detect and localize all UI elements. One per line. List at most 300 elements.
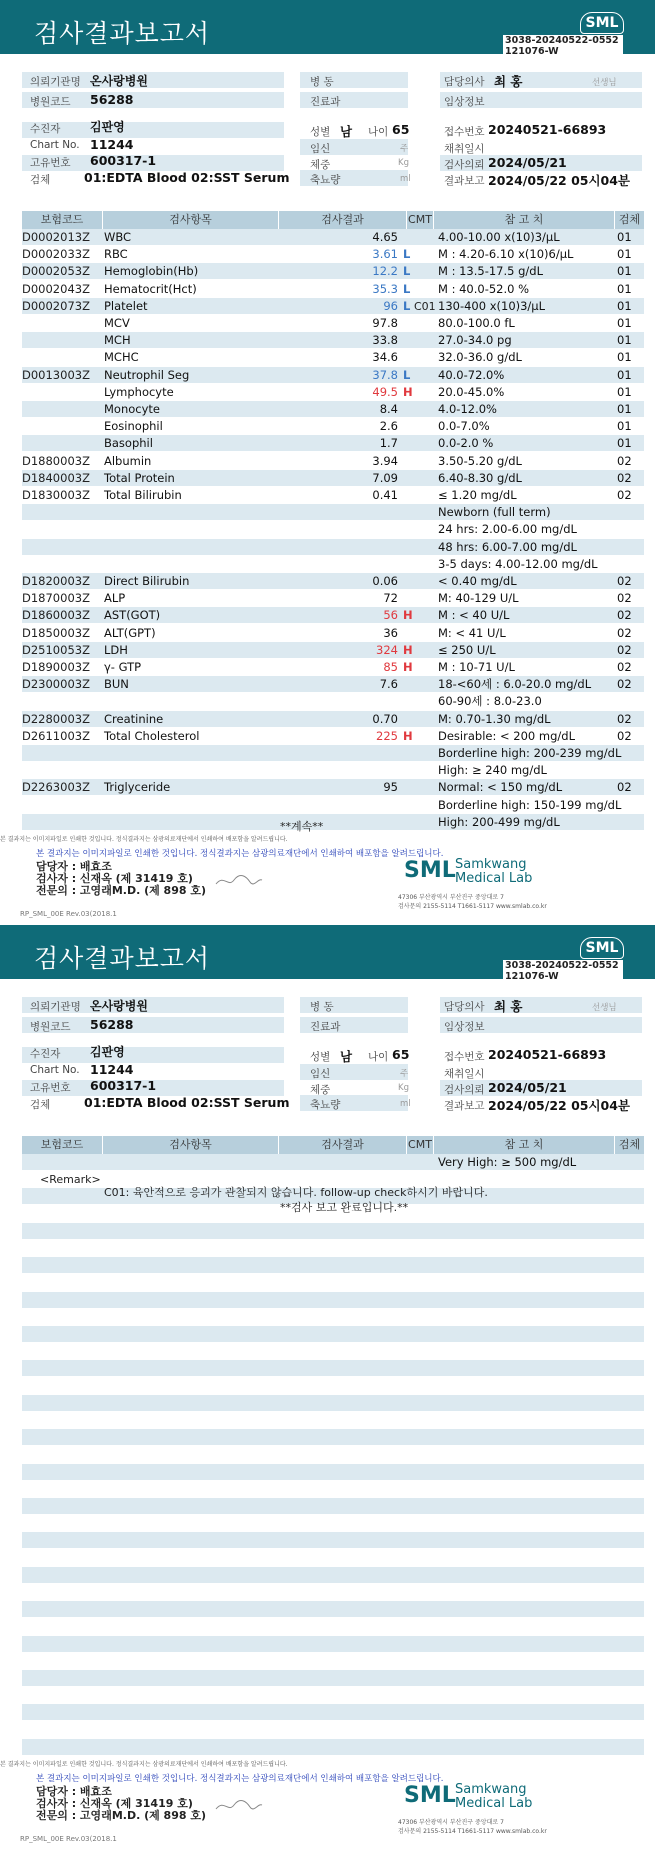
result-name: Total Bilirubin (104, 488, 182, 502)
result-value: 56 (383, 608, 398, 623)
th-result: 검사결과 (279, 211, 406, 229)
result-flag: H (403, 660, 413, 674)
result-sample: 01 (617, 264, 632, 279)
result-sample: 01 (617, 384, 632, 399)
result-reference: M: < 41 U/L (438, 625, 506, 640)
row-stripe (22, 1395, 644, 1411)
report-value: 2024/05/22 05시04분 (488, 1098, 631, 1113)
age-label: 나이 (368, 1051, 389, 1063)
result-reference: ≤ 1.20 mg/dL (438, 488, 517, 502)
result-sample: 02 (617, 470, 632, 485)
collect-label: 채취일시 (444, 1068, 485, 1080)
footer-logo: SML (404, 1783, 456, 1808)
result-flag (403, 349, 413, 366)
row-stripe (22, 1498, 644, 1514)
patient-label: 수진자 (30, 1048, 61, 1060)
result-value: 97.8 (372, 316, 398, 330)
result-code: D1880003Z (22, 453, 90, 468)
result-reference: 3-5 days: 4.00-12.00 mg/dL (438, 556, 598, 571)
result-value: 2.6 (379, 419, 398, 434)
report-value: 2024/05/22 05시04분 (488, 173, 631, 188)
result-reference: M : 40.0-52.0 % (438, 281, 530, 296)
result-reference: Newborn (full term) (438, 505, 551, 520)
result-sample: 01 (617, 247, 632, 262)
result-flag: H (403, 608, 413, 623)
result-flag: H (403, 384, 413, 399)
uid-label: 고유번호 (30, 1082, 71, 1094)
lab-contact: 검사문의 2155-5114 T1661-5117 www.smlab.co.kr (398, 1828, 547, 1835)
result-sample: 02 (617, 677, 632, 692)
result-reference: 6.40-8.30 g/dL (438, 470, 522, 485)
result-flag: L (403, 281, 411, 296)
result-sample: 02 (617, 780, 632, 795)
result-value (280, 521, 398, 538)
preg-label: 임신 (310, 1068, 331, 1080)
row-stripe (22, 1360, 644, 1376)
row-stripe (22, 1636, 644, 1652)
th-code: 보험코드 (22, 1136, 102, 1154)
th-ref: 참 고 치 (434, 211, 614, 229)
weight-unit: Kg (398, 158, 409, 168)
result-comment: C01 (414, 299, 436, 313)
report-label: 결과보고 (444, 1100, 485, 1112)
age-label: 나이 (368, 126, 389, 138)
row-stripe (22, 1532, 644, 1548)
row-stripe (22, 1601, 644, 1617)
row-stripe (22, 1257, 644, 1273)
result-value: 85 (383, 660, 398, 674)
result-sample: 01 (617, 419, 632, 434)
lab-address: 47306 부산광역시 부산진구 중앙대로 7 (398, 894, 504, 901)
req-label: 검사의뢰 (444, 1084, 485, 1096)
result-reference: M : 4.20-6.10 x(10)6/μL (438, 247, 574, 262)
result-name: WBC (104, 230, 132, 244)
result-sample: 01 (617, 298, 632, 313)
result-sample: 02 (617, 574, 632, 588)
result-flag (403, 797, 413, 814)
result-sample: 02 (617, 625, 632, 640)
continued-marker: **계속** (280, 820, 324, 833)
report-page-2 (0, 925, 655, 1850)
result-flag: H (403, 728, 413, 743)
manager-line: 담당자 : 배효조 (36, 1785, 112, 1798)
org-value: 온사랑병원 (90, 999, 148, 1013)
result-reference: 0.0-7.0% (438, 419, 490, 434)
result-name: ALP (104, 591, 126, 606)
result-name: Platelet (104, 298, 148, 313)
result-name: MCH (104, 333, 131, 348)
footer-note: 본 결과지는 이미지파일로 인쇄한 것입니다. 정식결과지는 삼광의료재단에서 인쇄하여 배포함을 알려드립니다. (36, 849, 444, 859)
th-item: 검사항목 (103, 211, 278, 229)
lab-name-2: Medical Lab (455, 871, 533, 886)
result-reference: 48 hrs: 6.00-7.00 mg/dL (438, 539, 577, 554)
result-value: 0.06 (372, 574, 398, 588)
form-code: RP_SML_00E Rev.03(2018.1 (20, 1835, 117, 1843)
result-flag (403, 745, 413, 762)
result-value: 1.7 (379, 436, 398, 451)
uid-value: 600317-1 (90, 1078, 157, 1093)
result-reference: 3.50-5.20 g/dL (438, 453, 522, 468)
fine-print: 본 결과지는 이미지파일로 인쇄한 것입니다. 정식결과지는 삼광의료재단에서 인쇄하여 배포함을 알려드립니다. (0, 1761, 288, 1768)
th-cmt: CMT (407, 1136, 433, 1154)
patient-value: 김판영 (90, 1045, 125, 1059)
result-value: 8.4 (379, 402, 398, 416)
report-header-2 (0, 925, 655, 982)
result-name: Triglyceride (104, 780, 171, 795)
result-reference: 4.00-10.00 x(10)3/μL (438, 230, 560, 244)
row-stripe (22, 1326, 644, 1342)
result-value: 96 (383, 298, 398, 313)
result-sample: 01 (617, 333, 632, 348)
result-name: ALT(GPT) (104, 625, 156, 640)
result-value (280, 797, 398, 814)
result-code: D1850003Z (22, 625, 90, 640)
sml-logo-2: SML (580, 937, 624, 959)
weight-label: 체중 (310, 1084, 331, 1096)
manager-line: 담당자 : 배효조 (36, 860, 112, 873)
result-reference: 40.0-72.0% (438, 367, 505, 382)
remark-label: <Remark> (40, 1173, 101, 1186)
urine-unit: ml (400, 174, 411, 184)
weight-label: 체중 (310, 159, 331, 171)
result-name: Creatinine (104, 711, 164, 726)
result-name: BUN (104, 677, 129, 692)
result-reference: Borderline high: 200-239 mg/dL (438, 746, 622, 760)
result-value (280, 556, 398, 573)
chart-label: Chart No. (30, 1064, 80, 1076)
result-sample: 01 (617, 316, 632, 330)
result-value: 72 (383, 591, 398, 606)
result-reference: M : 10-71 U/L (438, 660, 515, 674)
lab-contact: 검사문의 2155-5114 T1661-5117 www.smlab.co.kr (398, 903, 547, 910)
remark-text: C01: 육안적으로 응괴가 관찰되지 않습니다. follow-up check하시기 바랍니다. (104, 1186, 488, 1199)
uid-value: 600317-1 (90, 153, 157, 168)
weight-unit: Kg (398, 1083, 409, 1093)
result-flag (403, 762, 413, 779)
report-label: 결과보고 (444, 175, 485, 187)
result-flag: L (403, 247, 411, 262)
req-label: 검사의뢰 (444, 159, 485, 171)
result-reference: Normal: < 150 mg/dL (438, 780, 563, 795)
doctor-value: 최 홍 (494, 74, 523, 89)
result-code: D1870003Z (22, 591, 90, 606)
preg-label: 임신 (310, 143, 331, 155)
result-flag (403, 401, 413, 418)
row-stripe (22, 1670, 644, 1686)
doctor-suffix: 선생님 (592, 1003, 617, 1013)
row-stripe (22, 1223, 644, 1239)
result-name: Eosinophil (104, 419, 163, 434)
result-code: D0013003Z (22, 367, 90, 382)
row-stripe (22, 1739, 644, 1755)
result-name: MCV (104, 316, 130, 330)
urine-unit: ml (400, 1099, 411, 1109)
doctor-suffix: 선생님 (592, 78, 617, 88)
result-flag (403, 332, 413, 349)
result-value (280, 693, 398, 710)
lab-name-1: Samkwang (455, 1782, 527, 1797)
result-reference: 18-<60세 : 6.0-20.0 mg/dL (438, 677, 592, 692)
result-reference: M: 0.70-1.30 mg/dL (438, 711, 551, 726)
result-value: 95 (383, 780, 398, 795)
ref-continued: Very High: ≥ 500 mg/dL (438, 1155, 577, 1169)
result-flag (403, 711, 413, 728)
result-flag (403, 625, 413, 642)
result-sample: 02 (617, 728, 632, 743)
th-sample: 검체 (615, 1136, 644, 1154)
th-item: 검사항목 (103, 1136, 278, 1154)
urine-label: 축뇨량 (310, 1099, 341, 1111)
report-id-2: 3038-20240522-0552 121076-W (503, 960, 623, 982)
result-flag (403, 453, 413, 470)
result-value: 37.8 (372, 367, 398, 382)
result-code: D2280003Z (22, 711, 90, 726)
result-flag (403, 504, 413, 521)
result-flag (403, 693, 413, 710)
result-value: 7.09 (372, 470, 398, 485)
report-title-2: 검사결과보고서 (34, 944, 211, 973)
result-name: Hematocrit(Hct) (104, 281, 197, 296)
result-code: D0002053Z (22, 264, 90, 279)
report-id: 3038-20240522-0552 121076-W (503, 35, 623, 57)
th-result: 검사결과 (279, 1136, 406, 1154)
tester-line: 검사자 : 신재옥 (제 31419 호) (36, 872, 193, 885)
org-value: 온사랑병원 (90, 74, 148, 88)
lab-name-1: Samkwang (455, 857, 527, 872)
result-reference: 80.0-100.0 fL (438, 316, 515, 330)
row-stripe (22, 1429, 644, 1445)
result-name: Direct Bilirubin (104, 574, 190, 588)
result-flag (403, 435, 413, 452)
patient-label: 수진자 (30, 123, 61, 135)
result-value: 324 (376, 642, 398, 657)
req-value: 2024/05/21 (488, 1080, 567, 1095)
result-flag (403, 676, 413, 693)
result-code: D0002013Z (22, 230, 90, 244)
result-sample: 02 (617, 642, 632, 657)
form-code: RP_SML_00E Rev.03(2018.1 (20, 910, 117, 918)
fine-print: 본 결과지는 이미지파일로 인쇄한 것입니다. 정식결과지는 삼광의료재단에서 인쇄하여 배포함을 알려드립니다. (0, 836, 288, 843)
doctor-label: 담당의사 (444, 1001, 485, 1013)
hosp-code-label: 병원코드 (30, 1021, 71, 1033)
result-flag (403, 521, 413, 538)
result-reference: 0.0-2.0 % (438, 436, 494, 451)
org-label: 의뢰기관명 (30, 76, 81, 88)
report-header (0, 0, 655, 57)
result-code: D2300003Z (22, 677, 90, 692)
footer-logo: SML (404, 858, 456, 883)
doctor-label: 담당의사 (444, 76, 485, 88)
result-flag (403, 539, 413, 556)
specimen-value: 01:EDTA Blood 02:SST Serum (84, 170, 290, 185)
result-value: 12.2 (372, 264, 398, 279)
result-reference: High: 200-499 mg/dL (438, 814, 560, 829)
report-title: 검사결과보고서 (34, 19, 211, 48)
result-flag: L (403, 264, 411, 279)
result-value: 49.5 (372, 384, 398, 399)
result-name: RBC (104, 247, 128, 262)
result-code: D0002043Z (22, 281, 90, 296)
tester-line: 검사자 : 신재옥 (제 31419 호) (36, 1797, 193, 1810)
hosp-code-value: 56288 (90, 1017, 134, 1032)
sex-label: 성별 (310, 126, 331, 138)
clinical-label: 임상정보 (444, 1021, 485, 1033)
ward-label: 병 동 (310, 1001, 334, 1013)
result-code: D1820003Z (22, 574, 90, 588)
specialist-line: 전문의 : 고영래M.D. (제 898 호) (36, 1809, 207, 1822)
result-reference: Borderline high: 150-199 mg/dL (438, 797, 622, 812)
preg-unit: 주 (400, 1069, 409, 1079)
result-value: 0.70 (372, 711, 398, 726)
sex-label: 성별 (310, 1051, 331, 1063)
sml-logo: SML (580, 12, 624, 34)
result-reference: 27.0-34.0 pg (438, 333, 512, 348)
result-name: Monocyte (104, 402, 160, 416)
result-reference: High: ≥ 240 mg/dL (438, 763, 547, 778)
result-sample: 02 (617, 608, 632, 623)
result-flag (403, 814, 413, 831)
req-value: 2024/05/21 (488, 155, 567, 170)
result-name: γ- GTP (104, 660, 142, 674)
result-code: D1890003Z (22, 660, 90, 674)
chart-value: 11244 (90, 1062, 134, 1077)
preg-unit: 주 (400, 144, 409, 154)
uid-label: 고유번호 (30, 157, 71, 169)
result-flag (403, 229, 413, 246)
age-value: 65 (392, 122, 410, 137)
result-reference: < 0.40 mg/dL (438, 574, 517, 588)
result-name: AST(GOT) (104, 608, 161, 623)
result-name: Total Cholesterol (104, 728, 200, 743)
result-value (280, 504, 398, 521)
clinical-label: 임상정보 (444, 96, 485, 108)
doctor-value: 최 홍 (494, 999, 523, 1014)
recv-value: 20240521-66893 (488, 122, 607, 137)
result-value: 0.41 (372, 488, 398, 502)
result-flag: L (403, 367, 411, 382)
result-sample: 01 (617, 350, 632, 365)
result-code: D2611003Z (22, 728, 90, 743)
result-flag (403, 590, 413, 607)
result-reference: ≤ 250 U/L (438, 642, 496, 657)
result-code: D2510053Z (22, 642, 90, 657)
result-value: 35.3 (372, 281, 398, 296)
result-flag: H (403, 642, 413, 657)
result-value: 225 (376, 728, 398, 743)
recv-label: 접수번호 (444, 1051, 485, 1063)
hosp-code-value: 56288 (90, 92, 134, 107)
result-sample: 01 (617, 281, 632, 296)
result-value (280, 539, 398, 556)
th-ref: 참 고 치 (434, 1136, 614, 1154)
result-value (280, 762, 398, 779)
report-end: **검사 보고 완료입니다.** (280, 1201, 409, 1214)
result-flag (403, 470, 413, 487)
result-sample: 01 (617, 402, 632, 416)
specimen-label: 검체 (30, 174, 51, 186)
result-name: Lymphocyte (104, 384, 174, 399)
result-reference: M: 40-129 U/L (438, 591, 519, 606)
result-flag (403, 779, 413, 796)
th-sample: 검체 (615, 211, 644, 229)
result-name: Total Protein (104, 470, 175, 485)
sex-value: 남 (340, 1049, 353, 1064)
ward-label: 병 동 (310, 76, 334, 88)
result-value (280, 745, 398, 762)
row-stripe (22, 1464, 644, 1480)
result-sample: 02 (617, 711, 632, 726)
result-flag (403, 556, 413, 573)
result-value: 33.8 (372, 333, 398, 348)
result-reference: Desirable: < 200 mg/dL (438, 728, 575, 743)
result-value: 36 (383, 625, 398, 640)
result-sample: 01 (617, 436, 632, 451)
result-flag (403, 487, 413, 504)
result-reference: M : < 40 U/L (438, 608, 510, 623)
result-sample: 02 (617, 660, 632, 674)
result-code: D1840003Z (22, 470, 90, 485)
result-value: 3.61 (372, 247, 398, 262)
row-stripe (22, 1567, 644, 1583)
result-value: 4.65 (372, 230, 398, 244)
age-value: 65 (392, 1047, 410, 1062)
recv-value: 20240521-66893 (488, 1047, 607, 1062)
result-reference: 32.0-36.0 g/dL (438, 350, 522, 365)
specimen-value: 01:EDTA Blood 02:SST Serum (84, 1095, 290, 1110)
collect-label: 채취일시 (444, 143, 485, 155)
lab-name-2: Medical Lab (455, 1796, 533, 1811)
dept-label: 진료과 (310, 1021, 341, 1033)
result-sample: 01 (617, 367, 632, 382)
result-name: Neutrophil Seg (104, 367, 190, 382)
result-code: D0002073Z (22, 298, 90, 313)
result-reference: 20.0-45.0% (438, 384, 505, 399)
lab-address: 47306 부산광역시 부산진구 중앙대로 7 (398, 1819, 504, 1826)
sex-value: 남 (340, 124, 353, 139)
result-code: D2263003Z (22, 780, 90, 795)
result-sample: 01 (617, 230, 632, 244)
hosp-code-label: 병원코드 (30, 96, 71, 108)
org-label: 의뢰기관명 (30, 1001, 81, 1013)
result-name: Albumin (104, 453, 152, 468)
result-flag (403, 315, 413, 332)
chart-label: Chart No. (30, 139, 80, 151)
signature (214, 870, 264, 890)
result-code: D1830003Z (22, 488, 90, 502)
specimen-label: 검체 (30, 1099, 51, 1111)
result-name: Basophil (104, 436, 153, 451)
result-flag (403, 418, 413, 435)
result-code: D0002033Z (22, 247, 90, 262)
dept-label: 진료과 (310, 96, 341, 108)
result-reference: 4.0-12.0% (438, 402, 497, 416)
row-stripe (22, 1704, 644, 1720)
result-sample: 02 (617, 488, 632, 502)
result-name: Hemoglobin(Hb) (104, 264, 199, 279)
th-code: 보험코드 (22, 211, 102, 229)
chart-value: 11244 (90, 137, 134, 152)
result-sample: 02 (617, 453, 632, 468)
result-reference: M : 13.5-17.5 g/dL (438, 264, 544, 279)
specialist-line: 전문의 : 고영래M.D. (제 898 호) (36, 884, 207, 897)
result-name: MCHC (104, 350, 139, 365)
result-flag (403, 573, 413, 590)
patient-value: 김판영 (90, 120, 125, 134)
result-value: 7.6 (379, 677, 398, 692)
result-name: LDH (104, 642, 128, 657)
recv-label: 접수번호 (444, 126, 485, 138)
result-code: D1860003Z (22, 608, 90, 623)
